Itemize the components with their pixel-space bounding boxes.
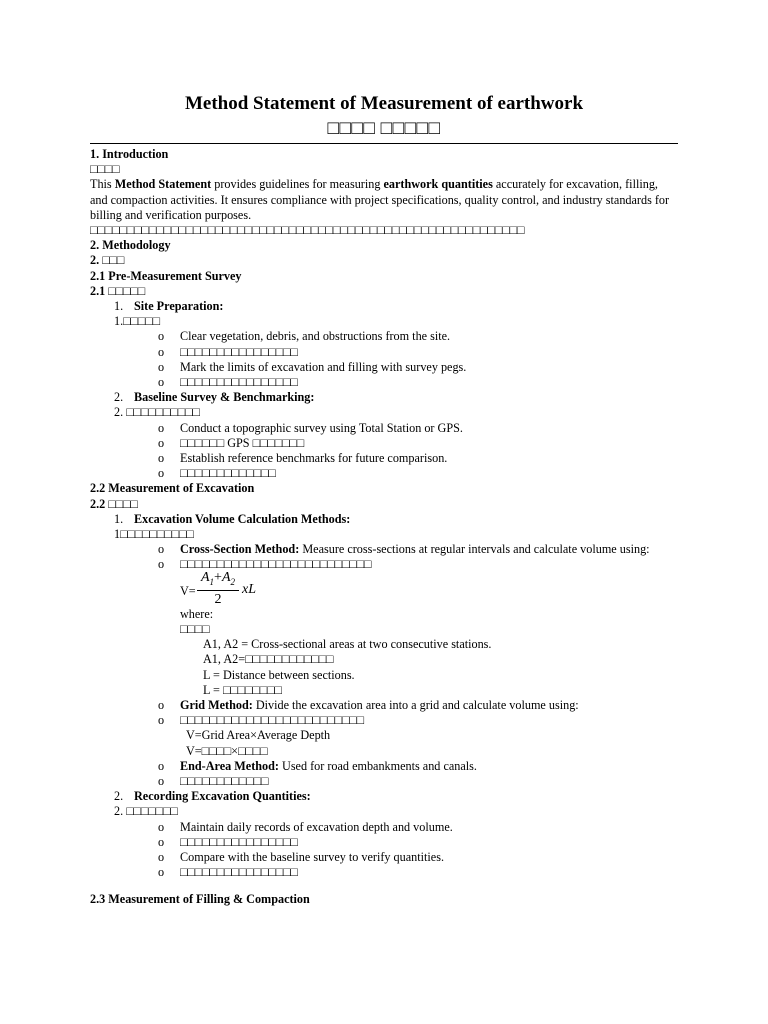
bullet-text: Used for road embankments and canals. (278, 758, 477, 773)
bullet-item (90, 759, 678, 774)
bullet-icon: o (158, 697, 165, 712)
formula-numerator (197, 569, 239, 592)
document-subtitle: □□□□ □□□□□ (90, 116, 678, 144)
bullet-item (90, 835, 678, 850)
list-number: 2. (114, 390, 124, 405)
list-item-cn: 1.□□□□□ (114, 314, 160, 329)
bullet-text: Establish reference benchmarks for future comparison. (180, 451, 448, 466)
bullet-text: Maintain daily records of excavation depth and volume. (180, 819, 453, 834)
bullet-text: □□□□□□□□□□□□□□□□ (180, 375, 298, 390)
bullet-item (90, 345, 678, 360)
bullet-icon: o (158, 344, 165, 359)
bullet-item (90, 698, 678, 713)
where-label: where: (180, 606, 214, 621)
where-item: A1, A2 = Cross-sectional areas at two consecutive stations. (203, 637, 492, 652)
list-item (90, 789, 678, 804)
list-item (90, 390, 678, 405)
section-heading-methodology: 2. Methodology (90, 238, 171, 253)
bullet-icon: o (158, 466, 165, 481)
spacer (90, 880, 678, 892)
subsection-heading-2-1: 2.1 Pre-Measurement Survey (90, 268, 242, 283)
section-heading-introduction-cn: □□□□ (90, 162, 120, 177)
bullet-label: Cross-Section Method: (180, 542, 300, 557)
subsection-heading-2-2: 2.2 Measurement of Excavation (90, 481, 255, 496)
bullet-icon: o (158, 420, 165, 435)
section-heading-introduction: 1. Introduction (90, 147, 169, 161)
bullet-item (90, 436, 678, 451)
bullet-label: Grid Method: (180, 697, 253, 712)
formula-tail: xL (242, 581, 256, 597)
document-title: Method Statement of Measurement of earthwork (184, 93, 584, 114)
bullet-item (90, 360, 678, 375)
bullet-item (90, 542, 678, 557)
intro-text-a: This (90, 177, 115, 192)
bullet-icon: o (158, 865, 165, 880)
formula-plus: + (214, 569, 222, 585)
formula-a1: A (200, 569, 210, 585)
formula-denominator: 2 (214, 592, 222, 608)
cross-section-formula (90, 569, 678, 608)
list-label: Recording Excavation Quantities: (134, 789, 311, 804)
bullet-icon: o (158, 542, 165, 557)
bullet-text: Compare with the baseline survey to verify quantities. (180, 849, 444, 864)
bullet-icon: o (158, 819, 165, 834)
bullet-icon: o (158, 758, 165, 773)
bullet-item (90, 451, 678, 466)
bullet-item (90, 557, 678, 572)
bullet-text: □□□□□□□□□□□□□ (180, 466, 276, 481)
list-item-cn: 1□□□□□□□□□□ (114, 527, 194, 542)
where-item: L = Distance between sections. (203, 667, 355, 682)
bullet-text: □□□□□□ GPS □□□□□□□ (180, 435, 305, 450)
where-item: A1, A2=□□□□□□□□□□□□ (203, 652, 334, 667)
intro-text-e: accurately for excavation, filling, and compaction activities. It ensures compliance with project specifications, quality control, and industry standards for billing and verification purposes. (90, 177, 670, 222)
formula-a2: A (221, 569, 231, 585)
list-label: Baseline Survey & Benchmarking: (134, 390, 315, 405)
intro-text-b: Method Statement (114, 177, 212, 192)
bullet-icon: o (158, 834, 165, 849)
bullet-text: Mark the limits of excavation and filling with survey pegs. (180, 359, 467, 374)
list-item (90, 512, 678, 527)
bullet-item (90, 466, 678, 481)
bullet-text: Clear vegetation, debris, and obstructions from the site. (180, 329, 451, 344)
bullet-text: □□□□□□□□□□□□□□□□ (180, 344, 298, 359)
document-page (90, 92, 678, 908)
list-label: Excavation Volume Calculation Methods: (134, 511, 351, 526)
intro-paragraph-cn: □□□□□□□□□□□□□□□□□□□□□□□□□□□□□□□□□□□□□□□□□□□□□□□□□□□□□□□□□□□ (90, 223, 525, 238)
bullet-icon: o (158, 451, 165, 466)
bullet-text: □□□□□□□□□□□□□□□□□□□□□□□□□ (180, 713, 365, 728)
bullet-item (90, 421, 678, 436)
formula-sub1: 1 (209, 576, 215, 587)
formula-lhs: V= (180, 583, 196, 598)
bullet-icon: o (158, 359, 165, 374)
section-heading-methodology-cn: 2. □□□ (90, 253, 125, 268)
bullet-icon: o (158, 375, 165, 390)
intro-text-c: provides guidelines for measuring (211, 177, 384, 192)
bullet-text: □□□□□□□□□□□□□□□□□□□□□□□□□□ (180, 557, 372, 572)
list-number: 2. (114, 789, 124, 804)
bullet-icon: o (158, 849, 165, 864)
list-number: 1. (114, 299, 124, 314)
bullet-text: □□□□□□□□□□□□□□□□ (180, 834, 298, 849)
bullet-label: End-Area Method: (180, 758, 279, 773)
bullet-text: □□□□□□□□□□□□ (180, 773, 269, 788)
bullet-text: Conduct a topographic survey using Total Station or GPS. (180, 420, 463, 435)
formula-fraction (197, 569, 239, 609)
intro-paragraph (90, 177, 678, 223)
list-item-cn: 2. □□□□□□□□□□ (114, 405, 200, 420)
list-item (90, 299, 678, 314)
bullet-item (90, 774, 678, 789)
bullet-icon: o (158, 557, 165, 572)
bullet-icon: o (158, 329, 165, 344)
list-item-cn: 2. □□□□□□□ (114, 804, 178, 819)
bullet-icon: o (158, 713, 165, 728)
bullet-item (90, 713, 678, 728)
list-number: 1. (114, 511, 124, 526)
bullet-item (90, 820, 678, 835)
bullet-item (90, 375, 678, 390)
intro-text-d: earthwork quantities (383, 177, 493, 192)
list-label: Site Preparation: (134, 299, 224, 314)
where-label-cn: □□□□ (180, 621, 210, 636)
bullet-item (90, 850, 678, 865)
where-item: L = □□□□□□□□ (203, 682, 282, 697)
formula-sub2: 2 (230, 576, 236, 587)
subsection-heading-2-2-cn: 2.2 □□□□ (90, 496, 138, 511)
bullet-item (90, 865, 678, 880)
bullet-item (90, 329, 678, 344)
grid-formula: V=Grid Area×Average Depth (186, 728, 331, 743)
bullet-icon: o (158, 435, 165, 450)
bullet-text: Divide the excavation area into a grid and calculate volume using: (252, 697, 579, 712)
bullet-text: □□□□□□□□□□□□□□□□ (180, 865, 298, 880)
grid-formula-cn: V=□□□□×□□□□ (186, 743, 268, 758)
subsection-heading-2-3: 2.3 Measurement of Filling & Compaction (90, 892, 310, 907)
bullet-text: Measure cross-sections at regular intervals and calculate volume using: (299, 542, 650, 557)
bullet-icon: o (158, 773, 165, 788)
subsection-heading-2-1-cn: 2.1 □□□□□ (90, 283, 146, 298)
